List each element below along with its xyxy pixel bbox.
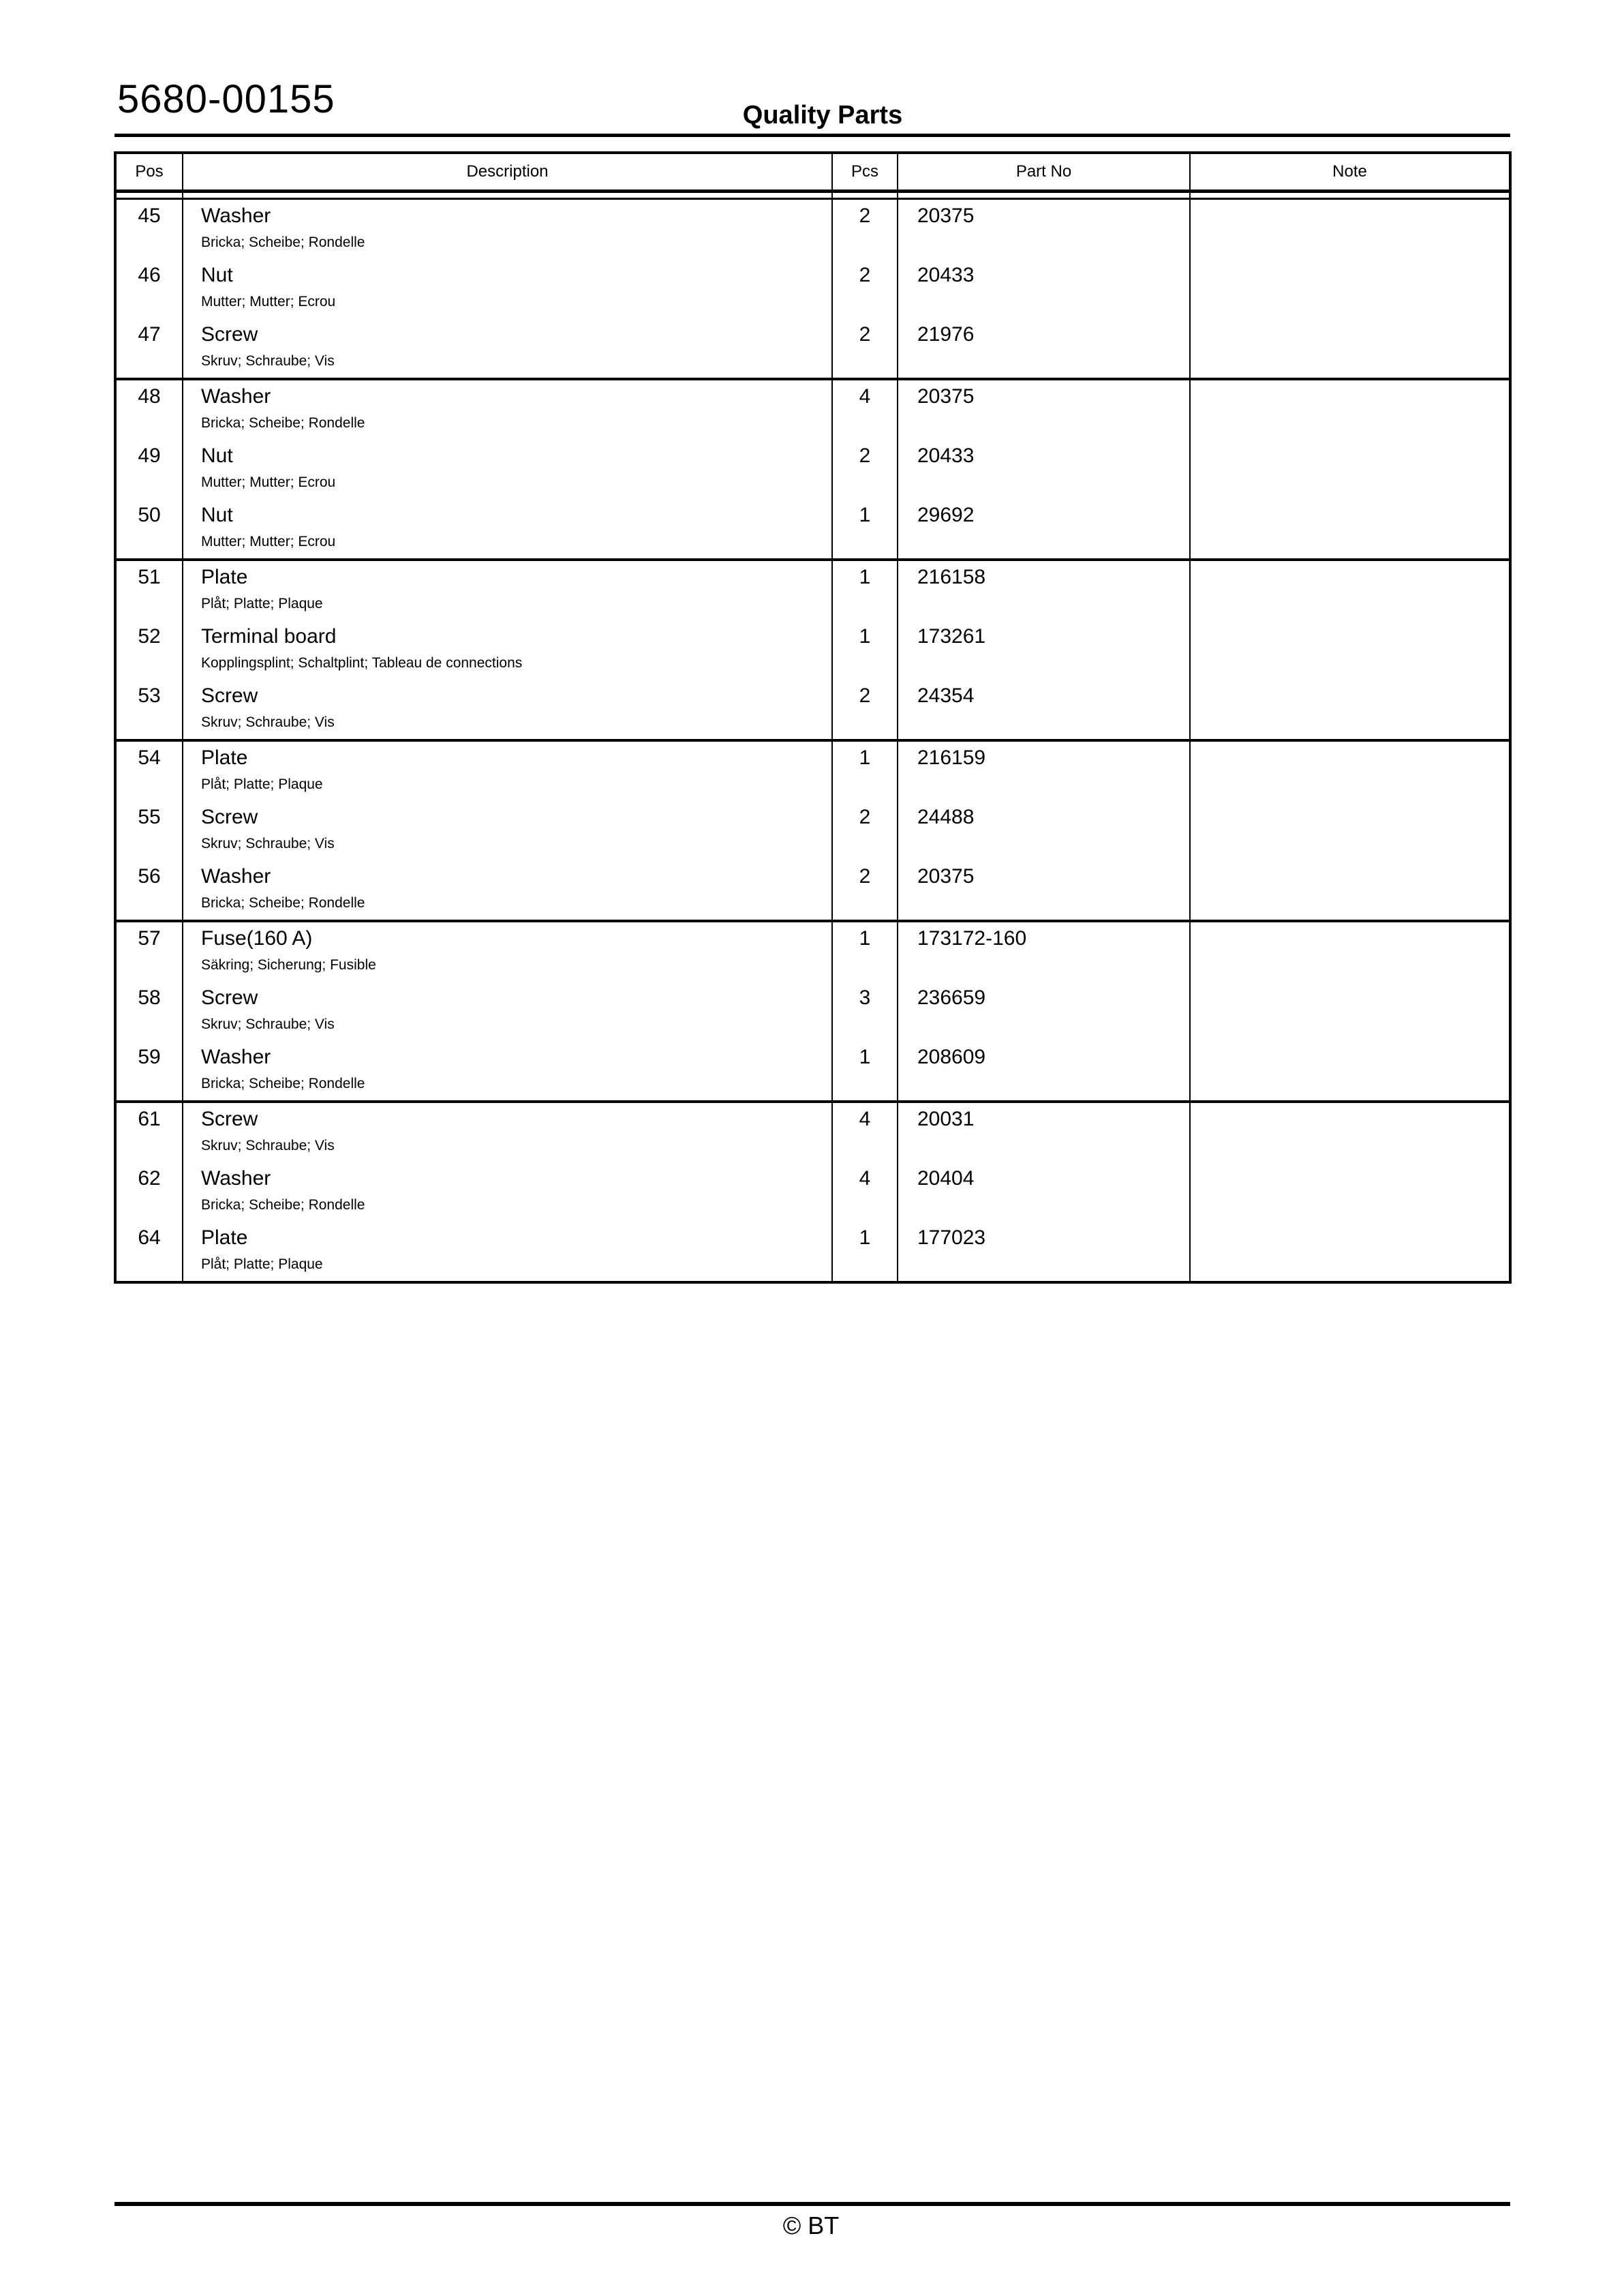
note-cell xyxy=(1189,380,1509,440)
part-no-cell: 208609 xyxy=(897,1041,1189,1100)
part-no-cell: 20375 xyxy=(897,200,1189,259)
description-main: Nut xyxy=(201,444,233,467)
description-main: Screw xyxy=(201,323,258,346)
table-row xyxy=(117,380,1509,440)
pcs-cell: 4 xyxy=(831,1103,897,1162)
description-cell xyxy=(182,801,831,860)
description-sub: Plåt; Platte; Plaque xyxy=(201,1256,323,1272)
pos-cell: 52 xyxy=(138,625,161,648)
pos-cell: 59 xyxy=(138,1046,161,1068)
part-no-cell: 21976 xyxy=(897,318,1189,378)
description-main: Plate xyxy=(201,1226,248,1249)
pos-cell: 46 xyxy=(138,264,161,286)
table-row xyxy=(117,801,1509,860)
description-sub: Bricka; Scheibe; Rondelle xyxy=(201,1076,365,1091)
pcs-cell: 1 xyxy=(831,922,897,982)
header-pcs: Pcs xyxy=(831,154,897,190)
table-group xyxy=(117,200,1509,380)
description-cell xyxy=(182,1222,831,1281)
description-cell xyxy=(182,380,831,440)
description-main: Plate xyxy=(201,566,248,588)
footer-copyright: © BT xyxy=(782,2211,840,2239)
table-row xyxy=(117,259,1509,318)
part-no-cell: 20375 xyxy=(897,380,1189,440)
note-cell xyxy=(1189,499,1509,558)
description-cell xyxy=(182,1162,831,1222)
pcs-cell: 2 xyxy=(831,440,897,499)
description-main: Washer xyxy=(201,205,271,227)
pcs-cell: 2 xyxy=(831,860,897,920)
table-header-strip xyxy=(117,193,1509,200)
pos-cell: 50 xyxy=(138,504,161,526)
table-row xyxy=(117,318,1509,378)
table-group xyxy=(117,1103,1509,1281)
description-sub: Mutter; Mutter; Ecrou xyxy=(201,534,336,549)
table-row xyxy=(117,440,1509,499)
pos-cell: 51 xyxy=(138,566,161,588)
part-no-cell: 216158 xyxy=(897,561,1189,620)
pcs-cell: 2 xyxy=(831,801,897,860)
description-sub: Skruv; Schraube; Vis xyxy=(201,1138,335,1153)
description-sub: Kopplingsplint; Schaltplint; Tableau de connections xyxy=(201,655,523,671)
description-sub: Skruv; Schraube; Vis xyxy=(201,353,335,369)
part-no-cell: 24354 xyxy=(897,680,1189,739)
description-sub: Plåt; Platte; Plaque xyxy=(201,776,323,792)
description-main: Washer xyxy=(201,385,271,408)
pcs-cell: 4 xyxy=(831,1162,897,1222)
table-group xyxy=(117,742,1509,922)
part-no-cell: 236659 xyxy=(897,982,1189,1041)
note-cell xyxy=(1189,801,1509,860)
header-note: Note xyxy=(1189,154,1509,190)
footer-rule xyxy=(114,2202,1510,2206)
pcs-cell: 2 xyxy=(831,318,897,378)
pos-cell: 55 xyxy=(138,806,161,828)
description-sub: Skruv; Schraube; Vis xyxy=(201,714,335,730)
table-row xyxy=(117,499,1509,558)
description-cell xyxy=(182,620,831,680)
note-cell xyxy=(1189,680,1509,739)
note-cell xyxy=(1189,860,1509,920)
page-title: Quality Parts xyxy=(742,101,903,130)
part-no-cell: 24488 xyxy=(897,801,1189,860)
part-no-cell: 29692 xyxy=(897,499,1189,558)
note-cell xyxy=(1189,1041,1509,1100)
pos-cell: 62 xyxy=(138,1167,161,1190)
description-main: Washer xyxy=(201,1167,271,1190)
description-main: Plate xyxy=(201,746,248,769)
description-sub: Bricka; Scheibe; Rondelle xyxy=(201,895,365,911)
note-cell xyxy=(1189,1103,1509,1162)
table-row xyxy=(117,1162,1509,1222)
description-cell xyxy=(182,742,831,801)
part-no-cell: 20433 xyxy=(897,440,1189,499)
part-no-cell: 173261 xyxy=(897,620,1189,680)
description-sub: Bricka; Scheibe; Rondelle xyxy=(201,235,365,250)
note-cell xyxy=(1189,1162,1509,1222)
pcs-cell: 1 xyxy=(831,499,897,558)
table-row xyxy=(117,922,1509,982)
note-cell xyxy=(1189,259,1509,318)
description-sub: Skruv; Schraube; Vis xyxy=(201,1016,335,1032)
pcs-cell: 1 xyxy=(831,620,897,680)
description-sub: Säkring; Sicherung; Fusible xyxy=(201,957,376,973)
pcs-cell: 2 xyxy=(831,680,897,739)
table-row xyxy=(117,1041,1509,1100)
pos-cell: 53 xyxy=(138,684,161,707)
pos-cell: 57 xyxy=(138,927,161,950)
pos-cell: 45 xyxy=(138,205,161,227)
description-main: Nut xyxy=(201,504,233,526)
description-main: Fuse(160 A) xyxy=(201,927,313,950)
description-cell xyxy=(182,860,831,920)
table-group xyxy=(117,561,1509,742)
description-main: Terminal board xyxy=(201,625,337,648)
table-group xyxy=(117,922,1509,1103)
table-row xyxy=(117,860,1509,920)
pcs-cell: 1 xyxy=(831,561,897,620)
description-sub: Plåt; Platte; Plaque xyxy=(201,596,323,611)
description-cell xyxy=(182,440,831,499)
pos-cell: 58 xyxy=(138,986,161,1009)
pos-cell: 47 xyxy=(138,323,161,346)
description-sub: Bricka; Scheibe; Rondelle xyxy=(201,415,365,431)
pos-cell: 56 xyxy=(138,865,161,888)
pcs-cell: 4 xyxy=(831,380,897,440)
pos-cell: 61 xyxy=(138,1108,161,1130)
description-cell xyxy=(182,982,831,1041)
table-row xyxy=(117,982,1509,1041)
description-main: Screw xyxy=(201,806,258,828)
note-cell xyxy=(1189,620,1509,680)
table-header-row xyxy=(117,154,1509,193)
part-no-cell: 177023 xyxy=(897,1222,1189,1281)
pcs-cell: 1 xyxy=(831,1222,897,1281)
pcs-cell: 3 xyxy=(831,982,897,1041)
header-pos: Pos xyxy=(135,162,164,181)
table-row xyxy=(117,1222,1509,1281)
note-cell xyxy=(1189,561,1509,620)
pcs-cell: 1 xyxy=(831,742,897,801)
note-cell xyxy=(1189,200,1509,259)
pos-cell: 48 xyxy=(138,385,161,408)
part-no-cell: 20031 xyxy=(897,1103,1189,1162)
pcs-cell: 2 xyxy=(831,200,897,259)
pos-cell: 64 xyxy=(138,1226,161,1249)
table-row xyxy=(117,742,1509,801)
header-part-no: Part No xyxy=(897,154,1189,190)
description-main: Nut xyxy=(201,264,233,286)
description-sub: Mutter; Mutter; Ecrou xyxy=(201,474,336,490)
table-row xyxy=(117,561,1509,620)
description-main: Washer xyxy=(201,865,271,888)
description-cell xyxy=(182,259,831,318)
note-cell xyxy=(1189,982,1509,1041)
description-sub: Bricka; Scheibe; Rondelle xyxy=(201,1197,365,1213)
part-no-cell: 20375 xyxy=(897,860,1189,920)
note-cell xyxy=(1189,440,1509,499)
part-no-cell: 20404 xyxy=(897,1162,1189,1222)
description-cell xyxy=(182,200,831,259)
part-no-cell: 216159 xyxy=(897,742,1189,801)
description-main: Screw xyxy=(201,684,258,707)
table-row xyxy=(117,1103,1509,1162)
parts-table xyxy=(114,151,1512,1284)
description-main: Screw xyxy=(201,986,258,1009)
pcs-cell: 1 xyxy=(831,1041,897,1100)
description-sub: Skruv; Schraube; Vis xyxy=(201,836,335,851)
description-cell xyxy=(182,680,831,739)
table-row xyxy=(117,200,1509,259)
pcs-cell: 2 xyxy=(831,259,897,318)
pos-cell: 49 xyxy=(138,444,161,467)
table-group xyxy=(117,380,1509,561)
description-main: Screw xyxy=(201,1108,258,1130)
description-cell xyxy=(182,561,831,620)
description-cell xyxy=(182,499,831,558)
note-cell xyxy=(1189,1222,1509,1281)
table-row xyxy=(117,680,1509,739)
description-cell xyxy=(182,318,831,378)
header-description: Description xyxy=(182,154,831,190)
description-cell xyxy=(182,922,831,982)
pos-cell: 54 xyxy=(138,746,161,769)
doc-number: 5680-00155 xyxy=(117,77,335,121)
part-no-cell: 173172-160 xyxy=(897,922,1189,982)
description-cell xyxy=(182,1041,831,1100)
note-cell xyxy=(1189,742,1509,801)
note-cell xyxy=(1189,922,1509,982)
description-cell xyxy=(182,1103,831,1162)
header-rule xyxy=(114,134,1510,137)
note-cell xyxy=(1189,318,1509,378)
part-no-cell: 20433 xyxy=(897,259,1189,318)
table-row xyxy=(117,620,1509,680)
description-main: Washer xyxy=(201,1046,271,1068)
description-sub: Mutter; Mutter; Ecrou xyxy=(201,294,336,309)
